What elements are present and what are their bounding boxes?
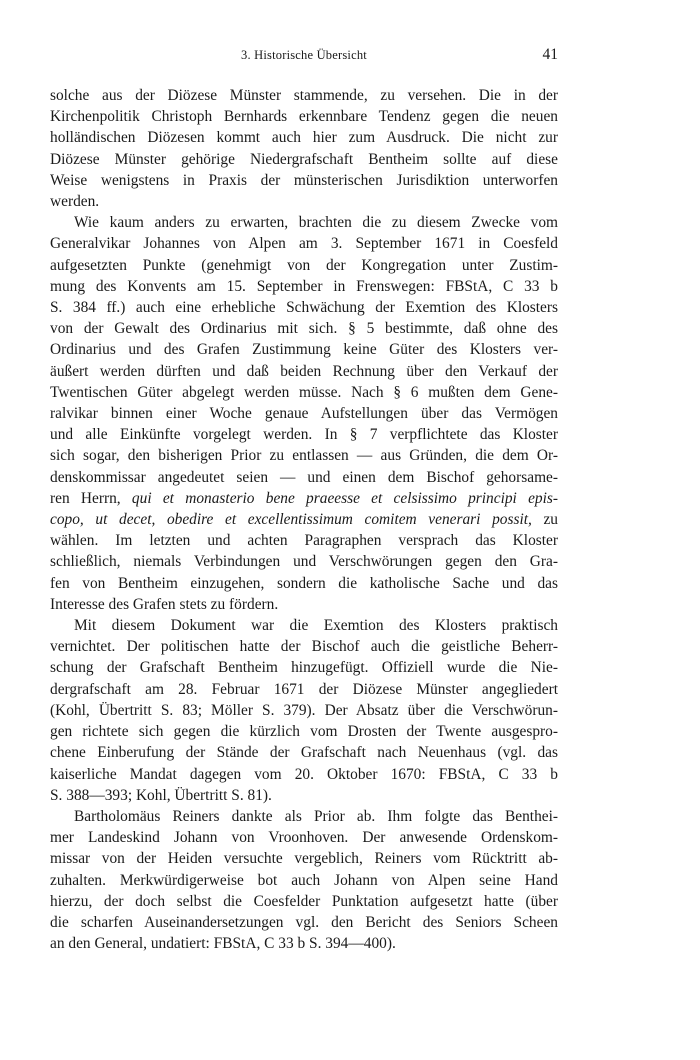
text-line: zuhalten. Merkwürdigerweise bot auch Johann von Alpen seine Hand	[50, 871, 558, 889]
text-line: solche aus der Diözese Münster stammende, zu versehen. Die in der	[50, 87, 558, 104]
text-line: Generalvikar Johannes von Alpen am 3. September 1671 in Coesfeld	[50, 235, 558, 253]
text-line: ralvikar binnen einer Woche genaue Aufstellungen über das Vermögen	[50, 405, 558, 423]
text-line: dergrafschaft am 28. Februar 1671 der Diözese Münster angegliedert	[50, 680, 558, 698]
paragraph-1	[50, 85, 558, 212]
page-number: 41	[542, 46, 558, 63]
text-line: vernichtet. Der politischen hatte der Bischof auch die geistliche Beherr-	[50, 638, 558, 656]
text-line: Weise wenigstens in Praxis der münsterischen Jurisdiktion unterworfen	[50, 171, 558, 189]
text-line: werden.	[50, 193, 100, 211]
paragraph-2	[50, 212, 558, 615]
paragraph-4	[50, 806, 558, 954]
text-line: mung des Konvents am 15. September in Frenswegen: FBStA, C 33 b	[50, 277, 558, 295]
text-line: Diözese Münster gehörige Niedergrafschaft Bentheim sollte auf diese	[50, 150, 558, 168]
text-line: (Kohl, Übertritt S. 83; Möller S. 379). Der Absatz über die Verschwörun-	[50, 701, 558, 719]
text-line: S. 388—393; Kohl, Übertritt S. 81).	[50, 786, 272, 804]
running-head	[50, 46, 558, 70]
text-line: von der Gewalt des Ordinarius mit sich. § 5 bestimmte, daß ohne des	[50, 320, 558, 338]
text-line: Interesse des Grafen stets zu fördern.	[50, 595, 279, 613]
book-page	[50, 46, 558, 954]
latin-quote: copo, ut decet, obedire et excellentissimum comitem venerari possit,	[50, 511, 532, 529]
running-title: 3. Historische Übersicht	[241, 48, 367, 62]
text-line: Kirchenpolitik Christoph Bernhards erkennbare Tendenz gegen die neuen	[50, 108, 558, 126]
text-line: an den General, undatiert: FBStA, C 33 b S. 394—400).	[50, 935, 396, 953]
text-roman: ren Herrn,	[50, 489, 132, 507]
latin-quote: qui et monasterio bene praeesse et celsissimo principi epis-	[131, 489, 558, 507]
text-line: die scharfen Auseinandersetzungen vgl. den Bericht des Seniors Scheen	[50, 913, 558, 931]
text-roman: zu	[531, 511, 559, 529]
text-line: kaiserliche Mandat dagegen vom 20. Oktober 1670: FBStA, C 33 b	[50, 765, 558, 783]
text-line: S. 384 ff.) auch eine erhebliche Schwächung der Exemtion des Klosters	[50, 299, 558, 317]
text-line: sich sogar, den bisherigen Prior zu entlassen — aus Gründen, die dem Or-	[50, 447, 558, 465]
text-line: mer Landeskind Johann von Vroonhoven. Der anwesende Ordenskom-	[50, 829, 558, 847]
text-line: missar von der Heiden versuchte vergeblich, Reiners vom Rücktritt ab-	[50, 850, 558, 868]
text-line: holländischen Diözesen kommt auch hier zum Ausdruck. Die nicht zur	[50, 129, 558, 147]
text-line: fen von Bentheim einzugehen, sondern die katholische Sache und das	[50, 574, 558, 592]
text-line: chene Einberufung der Stände der Grafschaft nach Neuenhaus (vgl. das	[50, 744, 558, 762]
text-line: äußert werden dürften und daß beiden Rechnung über den Verkauf der	[50, 362, 558, 380]
text-line: Wie kaum anders zu erwarten, brachten die zu diesem Zwecke vom	[74, 214, 558, 232]
text-line: Ordinarius und des Grafen Zustimmung keine Güter des Klosters ver-	[50, 341, 558, 359]
paragraph-3	[50, 615, 558, 806]
text-line: und alle Einkünfte vorgelegt werden. In § 7 verpflichtete das Kloster	[50, 426, 558, 444]
body-text	[50, 85, 558, 954]
text-line: Twentischen Güter abgelegt werden müsse. Nach § 6 mußten dem Gene-	[50, 383, 558, 401]
text-line: wählen. Im letzten und achten Paragraphen versprach das Kloster	[50, 532, 558, 550]
text-line: hierzu, der doch selbst die Coesfelder Punktation aufgesetzt hatte (über	[50, 892, 558, 910]
text-line: denskommissar angedeutet seien — und einen dem Bischof gehorsame-	[50, 468, 558, 486]
text-line: schung der Grafschaft Bentheim hinzugefügt. Offiziell wurde die Nie-	[50, 659, 558, 677]
text-line: schließlich, niemals Verbindungen und Verschwörungen gegen den Gra-	[50, 553, 558, 571]
text-line-italic-quote	[50, 509, 558, 530]
text-line: aufgesetzten Punkte (genehmigt von der Kongregation unter Zustim-	[50, 256, 558, 274]
text-line: Bartholomäus Reiners dankte als Prior ab. Ihm folgte das Benthei-	[74, 807, 558, 825]
text-line: Mit diesem Dokument war die Exemtion des Klosters praktisch	[74, 617, 558, 635]
text-line-italic-quote	[50, 488, 558, 509]
text-line: gen richtete sich gegen die kürzlich vom Drosten der Twente ausgespro-	[50, 723, 558, 741]
